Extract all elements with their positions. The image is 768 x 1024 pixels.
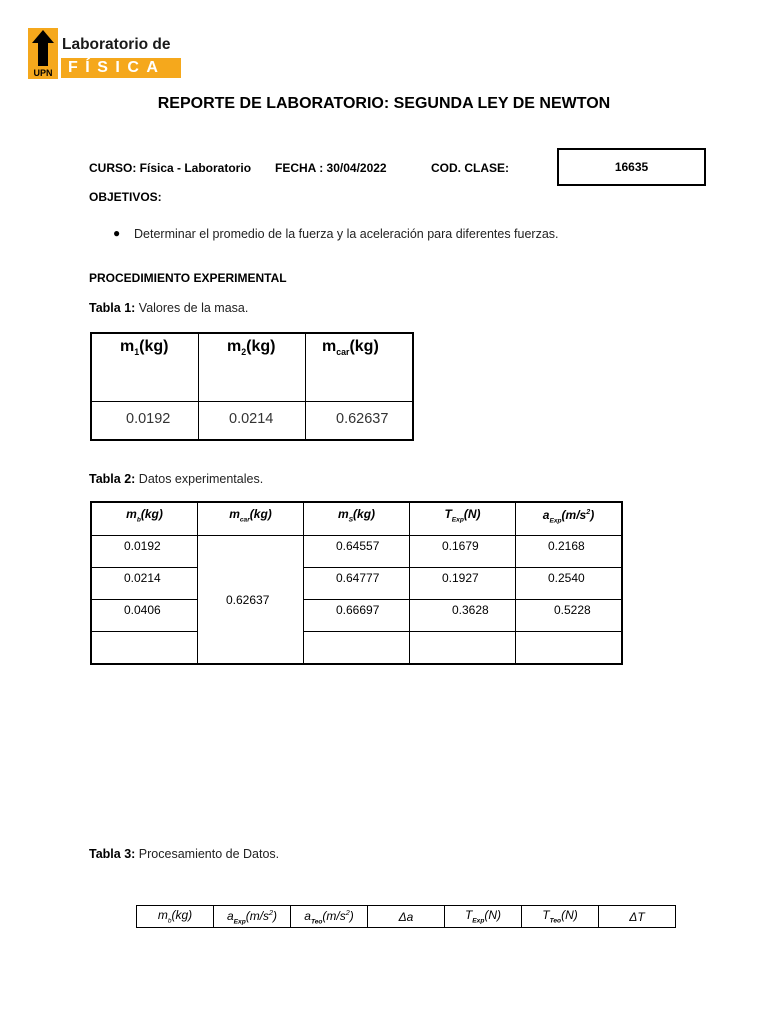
table-row xyxy=(91,568,622,600)
class-code-label: COD. CLASE: xyxy=(431,161,509,175)
lab-logo xyxy=(28,28,181,79)
table-row xyxy=(91,536,622,568)
table3-header-cell: $m_b(kg)$ xyxy=(137,906,214,928)
table2-cell xyxy=(516,632,623,665)
table2-header-cell: $m_S(kg)$ xyxy=(304,502,410,536)
table2-header-cell: $m_{car}(kg)$ xyxy=(198,502,304,536)
table1-caption-text: Valores de la masa. xyxy=(138,301,249,315)
table2-cell: 0.1927 xyxy=(410,568,516,600)
objective-item: Determinar el promedio de la fuerza y la aceleración para diferentes fuerzas. xyxy=(134,227,559,241)
upn-logo-mark xyxy=(28,28,58,79)
table2-cell: 0.64557 xyxy=(304,536,410,568)
table2-cell: 0.5228 xyxy=(516,600,623,632)
table3-caption-label: Tabla 3: xyxy=(89,847,136,861)
table2-cell: 0.1679 xyxy=(410,536,516,568)
table2-header-cell: $a_{Exp}(m/s^2)$ xyxy=(516,502,623,536)
table1-masses xyxy=(90,332,414,441)
table-row xyxy=(91,632,622,665)
table2-cell: 0.0192 xyxy=(91,536,198,568)
table2-mcar-cell: 0.62637 xyxy=(198,536,304,665)
logo-subtitle: FÍSICA xyxy=(68,59,166,76)
table3-data-processing xyxy=(136,905,676,928)
class-code-box xyxy=(557,148,706,186)
table1-value-cell: 0.0214 xyxy=(199,402,306,441)
table1-header-cell: $m_2(kg)$ xyxy=(199,333,306,402)
table2-caption-text: Datos experimentales. xyxy=(138,472,264,486)
table3-header-cell: Δa xyxy=(368,906,445,928)
table3-header-cell: $a_{Exp}(m/s^2)$ xyxy=(214,906,291,928)
class-code-value: 16635 xyxy=(614,160,649,174)
table3-header-cell: $T_{Teo}(N)$ xyxy=(522,906,599,928)
logo-title: Laboratorio de xyxy=(62,36,171,53)
table2-header-cell: $T_{Exp}(N)$ xyxy=(410,502,516,536)
table2-cell xyxy=(91,632,198,665)
table2-cell: 0.0214 xyxy=(91,568,198,600)
table3-caption xyxy=(89,847,279,861)
bullet-icon: ● xyxy=(113,226,121,240)
table2-cell: 0.66697 xyxy=(304,600,410,632)
table1-caption xyxy=(89,301,248,315)
arrow-up-icon xyxy=(28,28,58,68)
table1-caption-label: Tabla 1: xyxy=(89,301,136,315)
table2-caption-label: Tabla 2: xyxy=(89,472,136,486)
table2-cell: 0.2168 xyxy=(516,536,623,568)
report-title: REPORTE DE LABORATORIO: SEGUNDA LEY DE NEWTON xyxy=(157,95,611,112)
course-label: CURSO: Física - Laboratorio xyxy=(89,161,252,175)
table2-caption xyxy=(89,472,263,486)
table2-cell: 0.3628 xyxy=(410,600,516,632)
table1-value-cell: 0.0192 xyxy=(91,402,199,441)
table2-header-cell: $m_b(kg)$ xyxy=(91,502,198,536)
table2-cell xyxy=(304,632,410,665)
table2-cell: 0.0406 xyxy=(91,600,198,632)
procedure-heading: PROCEDIMIENTO EXPERIMENTAL xyxy=(89,271,287,285)
table2-experimental-data xyxy=(90,501,623,665)
table-row xyxy=(91,600,622,632)
table3-header-cell: $a_{Teo}(m/s^2)$ xyxy=(291,906,368,928)
table3-header-cell: ΔT xyxy=(599,906,676,928)
table1-header-cell: $m_{car}(kg)$ xyxy=(306,333,414,402)
logo-upn-text: UPN xyxy=(33,68,53,78)
table2-cell xyxy=(410,632,516,665)
table1-value-cell: 0.62637 xyxy=(306,402,414,441)
table2-cell: 0.64777 xyxy=(304,568,410,600)
objectives-heading: OBJETIVOS: xyxy=(89,190,162,204)
table2-cell: 0.2540 xyxy=(516,568,623,600)
table3-header-cell: $T_{Exp}(N)$ xyxy=(445,906,522,928)
table3-caption-text: Procesamiento de Datos. xyxy=(138,847,280,861)
table1-header-cell: $m_1(kg)$ xyxy=(91,333,199,402)
date-label: FECHA : 30/04/2022 xyxy=(275,161,387,175)
